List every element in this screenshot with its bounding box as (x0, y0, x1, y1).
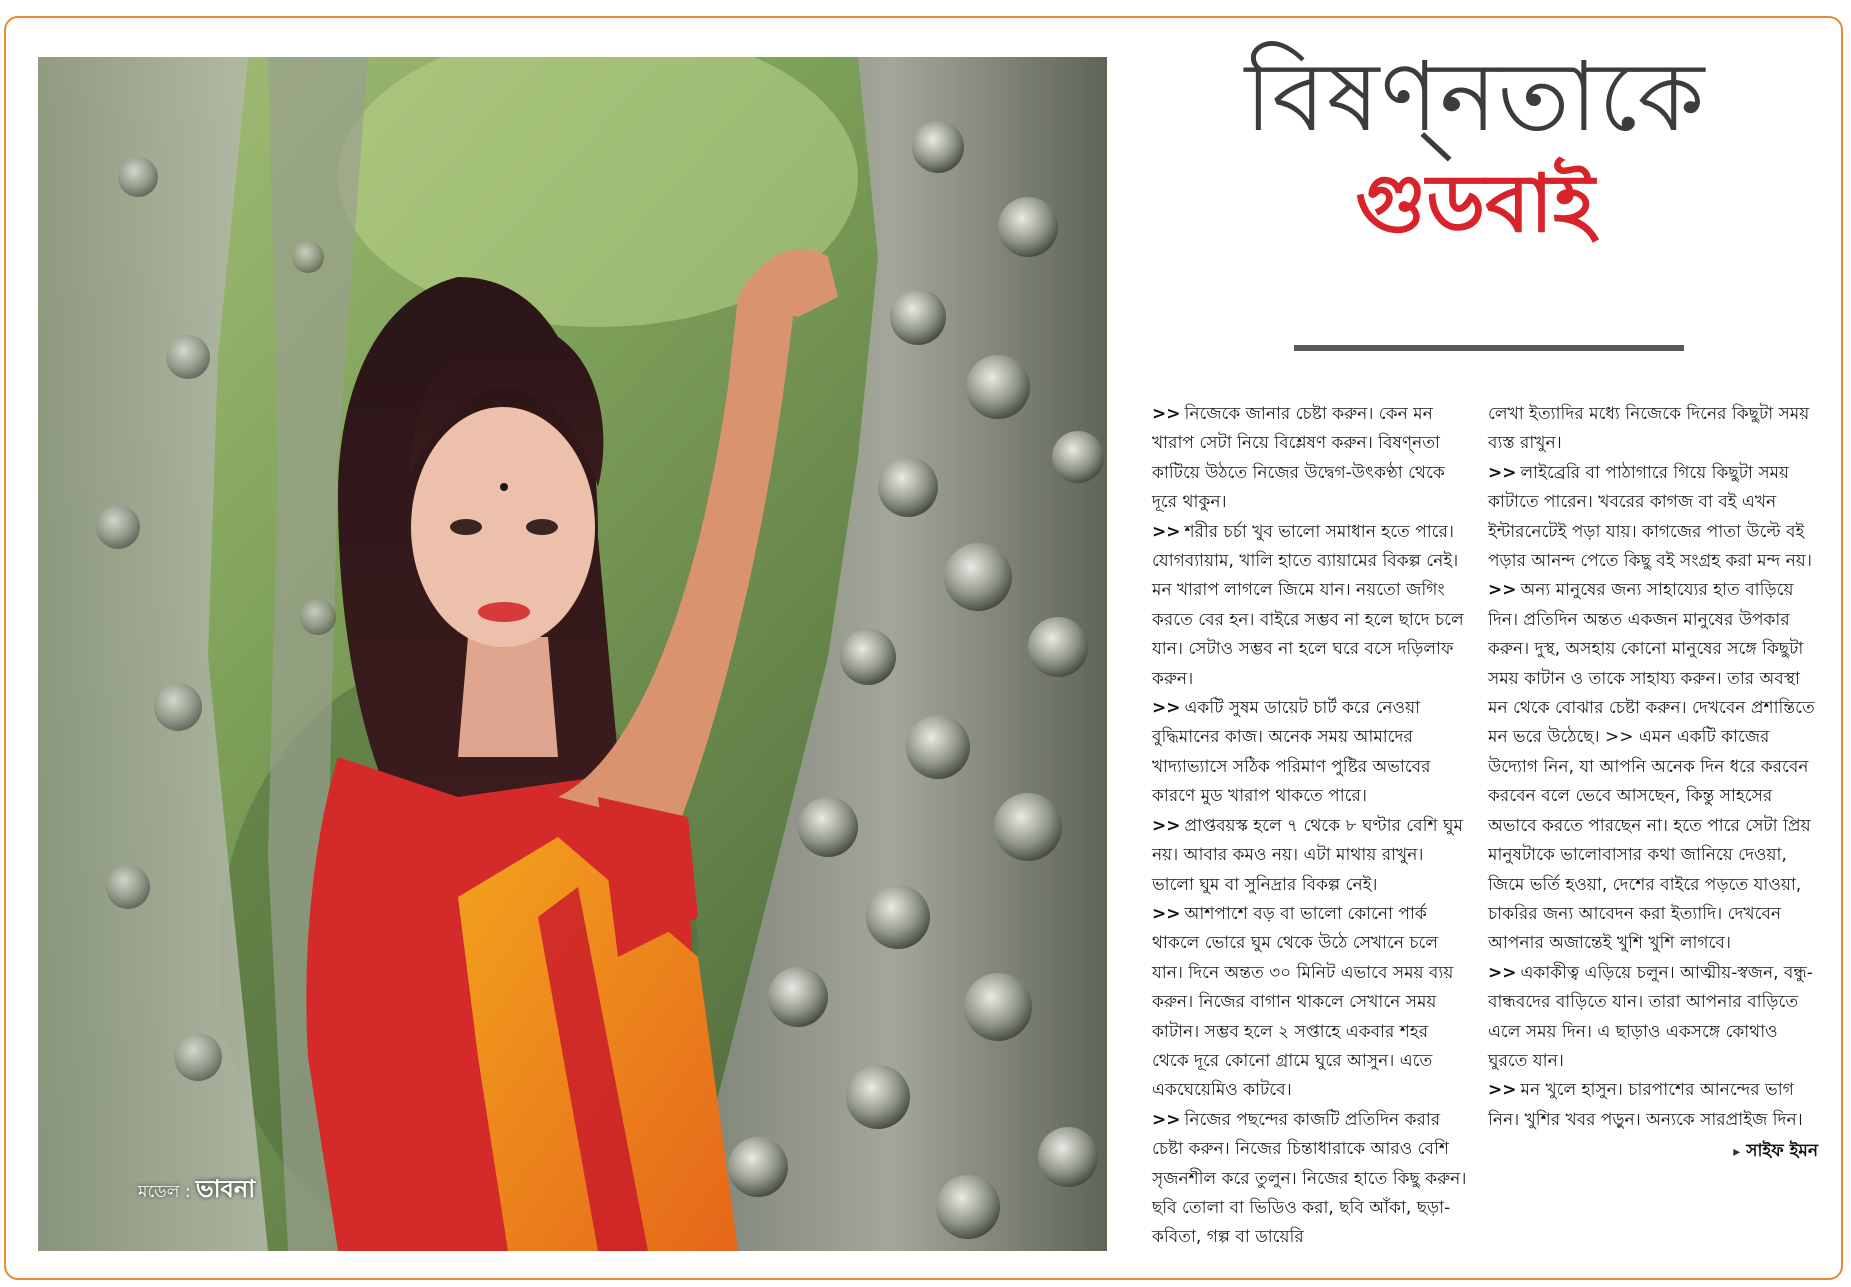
paragraph-text: প্রাপ্তবয়স্ক হলে ৭ থেকে ৮ ঘণ্টার বেশি ঘুম নয়। আবার কমও নয়। এটা মাথায় রাখুন। ভালো ঘুম বা সুনিদ্রার বিকল্প নেই। (1152, 815, 1463, 895)
article-paragraph (1488, 1076, 1818, 1135)
article-paragraph (1152, 900, 1470, 1106)
headline (1115, 40, 1835, 251)
article-paragraph (1488, 959, 1818, 1077)
bullet-marker: >> (1152, 815, 1181, 836)
headline-line1: বিষণ্নতাকে (1244, 41, 1706, 153)
paragraph-text: একটি সুষম ডায়েট চার্ট করে নেওয়া বুদ্ধিমানের কাজ। অনেক সময় আমাদের খাদ্যাভ্যাসে সঠিক পরিমাণ পুষ্টির অভাবের কারণে মুড খারাপ থাকতে পারে। (1152, 698, 1431, 807)
byline (1488, 1137, 1818, 1167)
article-paragraph (1152, 1106, 1470, 1253)
article-paragraph (1152, 518, 1470, 694)
bullet-marker: >> (1488, 580, 1517, 601)
photo-caption-name: ভাবনা (195, 1175, 256, 1203)
paragraph-text: একাকীত্ব এড়িয়ে চলুন। আত্মীয়-স্বজন, বন্ধু-বান্ধবদের বাড়িতে যান। তারা আপনার বাড়িতে এলে সময় দিন। এ ছাড়াও একসঙ্গে কোথাও ঘুরতে যান। (1488, 962, 1813, 1071)
bullet-marker: >> (1488, 962, 1517, 983)
paragraph-text: নিজের পছন্দের কাজটি প্রতিদিন করার চেষ্টা করুন। নিজের চিন্তাধারাকে আরও বেশি সৃজনশীল করে তুলুন। নিজের হাতে কিছু করুন। ছবি তোলা বা ভিডিও করা, ছবি আঁকা, ছড়া-কবিতা, গল্প বা ডায়েরি (1152, 1109, 1467, 1248)
photo-caption-label: মডেল : (138, 1182, 191, 1202)
paragraph-text: মন খুলে হাসুন। চারপাশের আনন্দের ভাগ নিন। খুশির খবর পড়ুন। অন্যকে সারপ্রাইজ দিন। (1488, 1080, 1803, 1130)
bullet-marker: >> (1152, 1109, 1181, 1130)
headline-line2: গুডবাই (1355, 156, 1595, 251)
paragraph-text: শরীর চর্চা খুব ভালো সমাধান হতে পারে। যোগব্যায়াম, খালি হাতে ব্যায়ামের বিকল্প নেই। মন খারাপ লাগলে জিমে যান। নয়তো জগিং করতে বের হন। বাইরে সম্ভব না হলে ছাদে চলে যান। সেটাও সম্ভব না হলে ঘরে বসে দড়িলাফ করুন। (1152, 521, 1464, 689)
bullet-marker: >> (1488, 1080, 1517, 1101)
article-paragraph (1152, 400, 1470, 518)
article-column-right (1488, 400, 1818, 1168)
paragraph-text: লাইব্রেরি বা পাঠাগারে গিয়ে কিছুটা সময় কাটাতে পারেন। খবরের কাগজ বা বই এখন ইন্টারনেটেই পড়া যায়। কাগজের পাতা উল্টে বই পড়ার আনন্দ পেতে কিছু বই সংগ্রহ করা মন্দ নয়। (1488, 462, 1812, 572)
bullet-marker: >> (1152, 903, 1181, 924)
photo-illustration (38, 57, 1107, 1251)
article-paragraph (1488, 576, 1818, 958)
paragraph-text: আশপাশে বড় বা ভালো কোনো পার্ক থাকলে ভোরে ঘুম থেকে উঠে সেখানে চলে যান। দিনে অন্তত ৩০ মিনিট এভাবে সময় ব্যয় করুন। নিজের বাগান থাকলে সেখানে সময় কাটান। সম্ভব হলে ২ সপ্তাহে একবার শহর থেকে দূরে কোনো গ্রামে ঘুরে আসুন। এতে একঘেয়েমিও কাটবে। (1152, 903, 1454, 1101)
feature-photo (38, 57, 1107, 1251)
byline-marker-icon: ▸ (1733, 1144, 1741, 1161)
bullet-marker: >> (1152, 698, 1181, 719)
headline-rule (1294, 345, 1684, 351)
paragraph-text: নিজেকে জানার চেষ্টা করুন। কেন মন খারাপ সেটা নিয়ে বিশ্লেষণ করুন। বিষণ্নতা কাটিয়ে উঠতে নিজের উদ্বেগ-উৎকণ্ঠা থেকে দূরে থাকুন। (1152, 404, 1445, 513)
paragraph-text: অন্য মানুষের জন্য সাহায্যের হাত বাড়িয়ে দিন। প্রতিদিন অন্তত একজন মানুষের উপকার করুন। দুস্থ, অসহায় কোনো মানুষের সঙ্গে কিছুটা সময় কাটান ও তাকে সাহায্য করুন। তার অবস্থা মন থেকে বোঝার চেষ্টা করুন। দেখবেন প্রশান্তিতে মন ভরে উঠেছে। >> এমন একটি কাজের উদ্যোগ নিন, যা আপনি অনেক দিন ধরে করবেন করবেন বলে ভেবে আসছেন, কিন্তু সাহসের অভাবে করতে পারছেন না। হতে পারে সেটা প্রিয় মানুষটাকে ভালোবাসার কথা জানিয়ে দেওয়া, জিমে ভর্তি হওয়া, দেশের বাইরে পড়তে যাওয়া, চাকরির জন্য আবেদন করা ইত্যাদি। দেখবেন আপনার অজান্তেই খুশি খুশি লাগবে। (1488, 580, 1815, 954)
photo-caption (138, 1177, 255, 1201)
bullet-marker: >> (1152, 521, 1181, 542)
article-paragraph (1488, 459, 1818, 577)
article-paragraph (1152, 812, 1470, 900)
bullet-marker: >> (1152, 404, 1181, 424)
article-paragraph (1152, 694, 1470, 812)
article-column-left (1152, 400, 1470, 1253)
paragraph-text: লেখা ইত্যাদির মধ্যে নিজেকে দিনের কিছুটা সময় ব্যস্ত রাখুন। (1488, 404, 1810, 454)
bullet-marker: >> (1488, 462, 1517, 483)
byline-author: সাইফ ইমন (1746, 1141, 1818, 1162)
article-paragraph-continued (1488, 400, 1818, 459)
